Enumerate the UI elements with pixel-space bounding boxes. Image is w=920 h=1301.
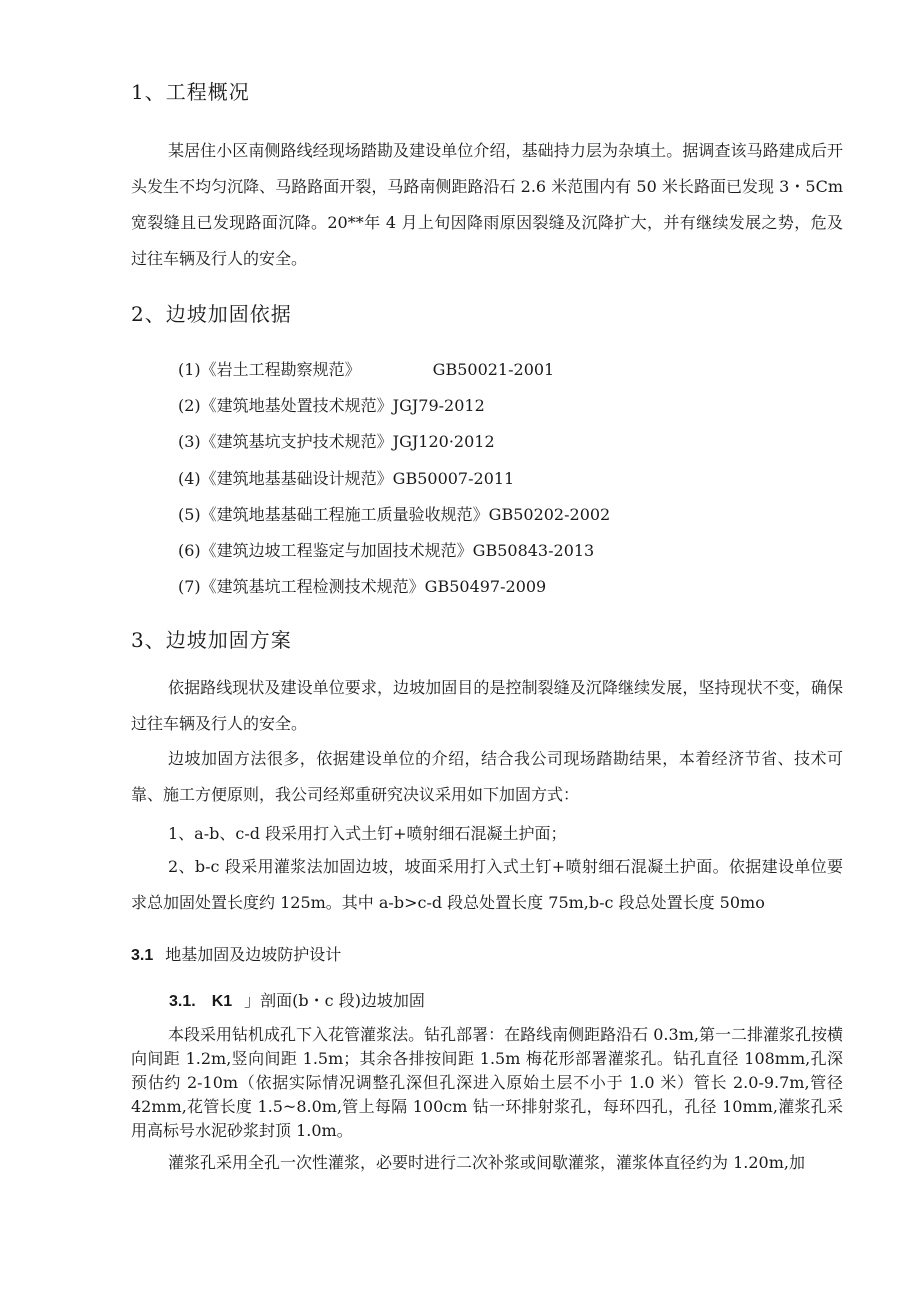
section-1-heading: 1、工程概况: [131, 80, 250, 104]
subsection-3-1-heading: [131, 942, 341, 965]
reference-title: (3)《建筑基坑支护技术规范》: [178, 432, 393, 451]
reference-title: (2)《建筑地基处置技术规范》: [178, 396, 393, 415]
reference-code: JGJ79-2012: [392, 396, 485, 415]
reference-title: (5)《建筑地基基础工程施工质量验收规范》: [178, 505, 489, 524]
reference-title: (6)《建筑边坡工程鉴定与加固技术规范》: [178, 541, 473, 560]
reference-title: (7)《建筑基坑工程检测技术规范》: [178, 577, 425, 596]
section-3-paragraph-2: 边坡加固方法很多，依据建设单位的介绍，结合我公司现场踏勘结果，本着经济节省、技术可靠、施工方便原则，我公司经郑重研究决议采用如下加固方式：: [131, 749, 843, 804]
section-3-heading: 3、边坡加固方案: [131, 628, 292, 652]
subsection-title: 地基加固及边坡防护设计: [165, 945, 342, 964]
section-1-paragraph: 某居住小区南侧路线经现场踏勘及建设单位介绍，基础持力层为杂填土。据调查该马路建成后开头发生不均匀沉降、马路路面开裂，马路南侧距路沿石 2.6 米范围内有 50 米长路面已发现 3・5Cm 宽裂缝且已发现路面沉降。20**年 4 月上旬因降雨原因裂缝及沉降扩大，并有继续发展之势，危及过往车辆及行人的安全。: [131, 141, 843, 268]
subsection-number: 3.1. K1: [169, 993, 233, 1010]
reference-item: [178, 429, 495, 452]
reference-code: GB50843-2013: [472, 541, 595, 560]
reference-code: GB50021-2001: [432, 360, 555, 379]
section-3-item-2: 2、b-c 段采用灌浆法加固边坡，坡面采用打入式土钉+喷射细石混凝土护面。依据建设单位要求总加固处置长度约 125m。其中 a-b>c-d 段总处置长度 75m,b-c 段总处置长度 50mo: [131, 857, 843, 912]
reference-title: (4)《建筑地基基础设计规范》: [178, 469, 393, 488]
reference-item: [178, 538, 594, 561]
section-3-paragraph-3: 本段采用钻机成孔下入花管灌浆法。钻孔部署：在路线南侧距路沿石 0.3m,第一二排灌浆孔按横向间距 1.2m,竖向间距 1.5m；其余各排按间距 1.5m 梅花形部署灌浆孔。钻孔直径 108mm,孔深预估约 2-10m（依据实际情况调整孔深但孔深进入原始土层不小于 1.0 米）管长 2.0-9.7m,管径 42mm,花管长度 1.5~8.0m,管上每隔 100cm 钻一环排射浆孔，每环四孔，孔径 10mm,灌浆孔采用高标号水泥砂浆封顶 1.0m。: [131, 1025, 843, 1140]
reference-item: [178, 357, 554, 380]
subsection-number: 3.1: [131, 947, 154, 964]
subsection-title: 」剖面(b・c 段)边坡加固: [244, 991, 425, 1010]
reference-code: GB50497-2009: [424, 577, 547, 596]
reference-item: [178, 574, 546, 597]
section-3-item-1: 1、a-b、c-d 段采用打入式土钉+喷射细石混凝土护面；: [168, 824, 567, 843]
section-3-paragraph-4: 灌浆孔采用全孔一次性灌浆，必要时进行二次补浆或间歇灌浆，灌浆体直径约为 1.20m,加: [168, 1153, 805, 1172]
reference-code: GB50202-2002: [488, 505, 611, 524]
reference-code: GB50007-2011: [392, 469, 515, 488]
reference-item: [178, 502, 610, 525]
reference-title: (1)《岩土工程勘察规范》: [178, 360, 361, 379]
section-2-heading: 2、边坡加固依据: [131, 302, 292, 326]
reference-item: [178, 466, 514, 489]
section-3-paragraph-1: 依据路线现状及建设单位要求，边坡加固目的是控制裂缝及沉降继续发展，坚持现状不变，确保过往车辆及行人的安全。: [131, 678, 843, 733]
subsection-3-1-1-heading: [169, 988, 425, 1011]
reference-item: [178, 393, 485, 416]
reference-code: JGJ120·2012: [392, 432, 495, 451]
